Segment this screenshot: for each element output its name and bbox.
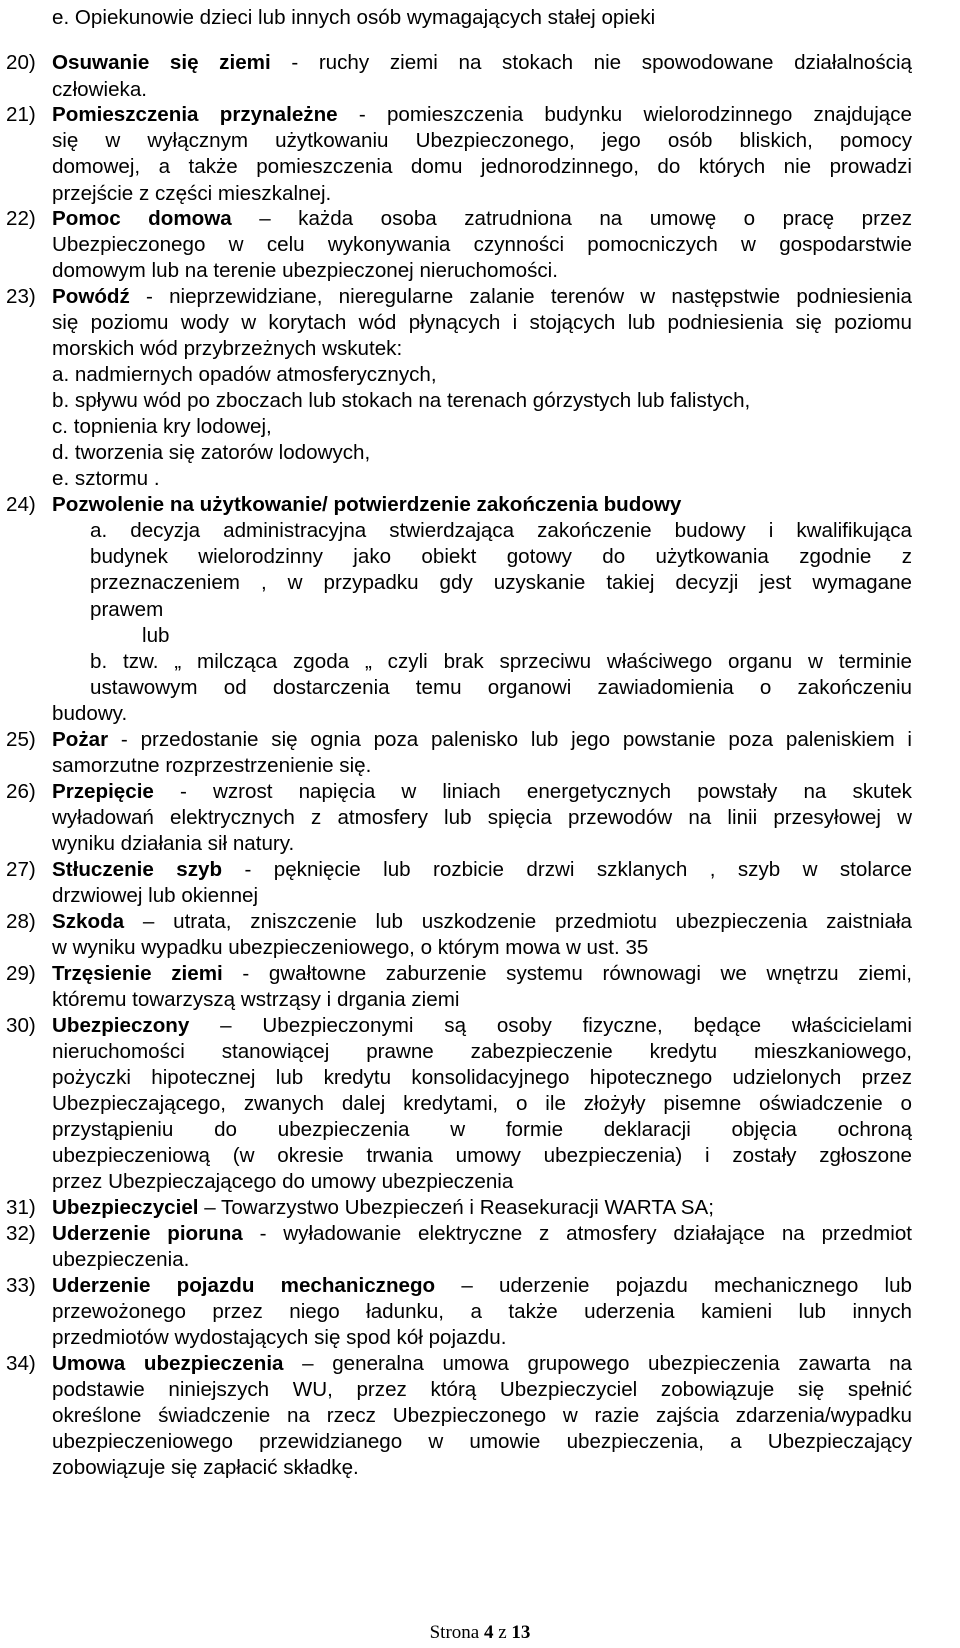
term-text: Stłuczenie szyb <box>52 858 223 881</box>
text-line <box>52 1248 189 1272</box>
text-line <box>52 363 437 387</box>
text-line <box>52 207 912 231</box>
line-text: podstawie niniejszych WU, przez którą Ubezpieczyciel zobowiązuje się spełnić <box>52 1378 912 1401</box>
text-line <box>52 155 912 179</box>
line-text: wyładowań elektrycznych z atmosfery lub spięcia przewodów na linii przesyłowej w <box>52 806 912 829</box>
text-line <box>52 1066 912 1090</box>
text-line <box>90 545 912 569</box>
line-text: drzwiowej lub okiennej <box>52 884 259 907</box>
text-line <box>52 1430 912 1454</box>
line-text: któremu towarzyszą wstrząsy i drgania ziemi <box>52 988 460 1011</box>
text-line <box>52 233 912 257</box>
line-text: – generalna umowa grupowego ubezpieczenia zawarta na <box>302 1352 912 1375</box>
item-number: 33) <box>6 1274 36 1297</box>
item-number: 22) <box>6 207 36 230</box>
text-line <box>52 51 912 75</box>
line-text: – Ubezpieczonymi są osoby fizyczne, będące właścicielami <box>220 1014 912 1037</box>
line-text: - pęknięcie lub rozbicie drzwi szklanych , szyb w stolarce <box>244 858 912 881</box>
item-number: 23) <box>6 285 36 308</box>
line-text: przystąpieniu do ubezpieczenia w formie deklaracji objęcia ochroną <box>52 1118 912 1141</box>
line-text: samorzutne rozprzestrzenienie się. <box>52 754 372 777</box>
text-line <box>52 6 655 30</box>
line-text: ubezpieczeniową (w okresie trwania umowy ubezpieczenia) i zostały zgłoszone <box>52 1144 912 1167</box>
line-text: – Towarzystwo Ubezpieczeń i Reasekuracji WARTA SA; <box>204 1196 714 1219</box>
line-text: – każda osoba zatrudniona na umowę o pracę przez <box>259 207 912 230</box>
item-number: 28) <box>6 910 36 933</box>
term-text: Osuwanie się ziemi <box>52 51 271 74</box>
line-text: - wzrost napięcia w liniach energetycznych powstały na skutek <box>180 780 912 803</box>
definition-term <box>52 493 681 517</box>
text-line <box>52 884 258 908</box>
item-number: 30) <box>6 1014 36 1037</box>
text-line <box>52 1378 912 1402</box>
text-line <box>52 832 294 856</box>
line-text: e. Opiekunowie dzieci lub innych osób wymagających stałej opieki <box>52 6 656 29</box>
line-text: b. tzw. „ milcząca zgoda „ czyli brak sprzeciwu właściwego organu w terminie <box>90 650 912 673</box>
text-line <box>52 1222 912 1246</box>
text-line <box>90 571 912 595</box>
item-number: 29) <box>6 962 36 985</box>
line-text: przeznaczeniem , w przypadku gdy uzyskanie takiej decyzji jest wymagane <box>90 571 912 594</box>
term-text: Trzęsienie ziemi <box>52 962 223 985</box>
line-text: wyniku działania sił natury. <box>52 832 295 855</box>
text-line <box>52 1274 912 1298</box>
term-text: Pomoc domowa <box>52 207 232 230</box>
text-line <box>90 598 163 622</box>
text-line <box>52 962 912 986</box>
line-text: a. nadmiernych opadów atmosferycznych, <box>52 363 437 386</box>
line-text: - nieprzewidziane, nieregularne zalanie terenów w następstwie podniesienia <box>146 285 912 308</box>
line-text: się poziomu wody w korytach wód płynących i stojących lub podniesienia się poziomu <box>52 311 912 334</box>
line-text: pożyczki hipotecznej lub kredytu konsolidacyjnego hipotecznego udzielonych przez <box>52 1066 912 1089</box>
text-line <box>52 988 459 1012</box>
text-line <box>52 415 272 439</box>
text-line <box>52 337 402 361</box>
line-text: Ubezpieczającego, zwanych dalej kredytami, o ile złożyły pisemne oświadczenie o <box>52 1092 912 1115</box>
text-line <box>52 389 750 413</box>
page-footer <box>0 1622 960 1644</box>
footer-total-pages: 13 <box>511 1622 531 1643</box>
line-text: d. tworzenia się zatorów lodowych, <box>52 441 371 464</box>
term-text: Pomieszczenia przynależne <box>52 103 338 126</box>
text-line <box>52 1352 912 1376</box>
line-text: c. topnienia kry lodowej, <box>52 415 272 438</box>
text-line <box>142 624 169 648</box>
term-text: Pożar <box>52 728 109 751</box>
line-text: człowieka. <box>52 78 147 101</box>
text-line <box>52 1456 359 1480</box>
text-line <box>52 858 912 882</box>
text-line <box>52 285 912 309</box>
text-line <box>52 103 912 127</box>
text-line <box>52 1196 714 1220</box>
text-line <box>52 1092 912 1116</box>
text-line <box>52 1300 912 1324</box>
text-line <box>52 702 127 726</box>
text-line <box>90 650 912 674</box>
text-line <box>52 1404 912 1428</box>
text-line <box>52 311 912 335</box>
text-line <box>52 78 147 102</box>
text-line <box>52 780 912 804</box>
item-number: 27) <box>6 858 36 881</box>
line-text: budowy. <box>52 702 128 725</box>
item-number: 34) <box>6 1352 36 1375</box>
text-line <box>52 1144 912 1168</box>
term-text: Ubezpieczony <box>52 1014 190 1037</box>
text-line <box>52 1170 513 1194</box>
line-text: ubezpieczeniowego przewidzianego w umowie ubezpieczenia, a Ubezpieczający <box>52 1430 912 1453</box>
line-text: - ruchy ziemi na stokach nie spowodowane działalnością <box>291 51 912 74</box>
line-text: określone świadczenie na rzecz Ubezpieczonego w razie zajścia zdarzenia/wypadku <box>52 1404 912 1427</box>
line-text: budynek wielorodzinny jako obiekt gotowy do użytkowania zgodnie z <box>90 545 912 568</box>
text-line <box>52 467 160 491</box>
line-text: ustawowym od dostarczenia temu organowi zawiadomienia o zakończeniu <box>90 676 912 699</box>
term-text: Uderzenie pojazdu mechanicznego <box>52 1274 436 1297</box>
line-text: domowej, a także pomieszczenia domu jednorodzinnego, do których nie prowadzi <box>52 155 912 178</box>
footer-middle: z <box>493 1622 512 1643</box>
text-line <box>52 728 912 752</box>
line-text: zobowiązuje się zapłacić składkę. <box>52 1456 359 1479</box>
item-number: 31) <box>6 1196 36 1219</box>
text-line <box>52 182 331 206</box>
item-number: 26) <box>6 780 36 803</box>
term-text: Szkoda <box>52 910 125 933</box>
term-text: Przepięcie <box>52 780 154 803</box>
line-text: w wyniku wypadku ubezpieczeniowego, o którym mowa w ust. 35 <box>52 936 649 959</box>
line-text: b. spływu wód po zboczach lub stokach na terenach górzystych lub falistych, <box>52 389 751 412</box>
line-text: – uderzenie pojazdu mechanicznego lub <box>461 1274 912 1297</box>
line-text: domowym lub na terenie ubezpieczonej nieruchomości. <box>52 259 558 282</box>
text-line <box>52 806 912 830</box>
line-text: - pomieszczenia budynku wielorodzinnego znajdujące <box>358 103 912 126</box>
line-text: e. sztormu . <box>52 467 160 490</box>
item-number: 20) <box>6 51 36 74</box>
line-text: nieruchomości stanowiącej prawne zabezpieczenie kredytu mieszkaniowego, <box>52 1040 912 1063</box>
line-text: się w wyłącznym użytkowaniu Ubezpieczonego, jego osób bliskich, pomocy <box>52 129 912 152</box>
line-text: przez Ubezpieczającego do umowy ubezpieczenia <box>52 1170 514 1193</box>
item-number: 21) <box>6 103 36 126</box>
text-line <box>52 1040 912 1064</box>
term-text: Ubezpieczyciel <box>52 1196 199 1219</box>
line-text: lub <box>142 624 170 647</box>
text-line <box>52 259 558 283</box>
text-line <box>52 441 370 465</box>
line-text: a. decyzja administracyjna stwierdzająca zakończenie budowy i kwalifikująca <box>90 519 912 542</box>
line-text: przejście z części mieszkalnej. <box>52 182 332 205</box>
text-line <box>52 936 648 960</box>
text-line <box>52 129 912 153</box>
item-number: 25) <box>6 728 36 751</box>
line-text: - przedostanie się ognia poza palenisko lub jego powstanie poza paleniskiem i <box>120 728 912 751</box>
text-line <box>52 910 912 934</box>
line-text: - gwałtowne zaburzenie systemu równowagi we wnętrzu ziemi, <box>242 962 912 985</box>
line-text: - wyładowanie elektryczne z atmosfery działające na przedmiot <box>259 1222 912 1245</box>
text-line <box>52 754 371 778</box>
term-text: Umowa ubezpieczenia <box>52 1352 284 1375</box>
line-text: ubezpieczenia. <box>52 1248 190 1271</box>
term-text: Uderzenie pioruna <box>52 1222 243 1245</box>
term-text: Pozwolenie na użytkowanie/ potwierdzenie zakończenia budowy <box>52 493 682 516</box>
text-line <box>52 1014 912 1038</box>
term-text: Powódź <box>52 285 130 308</box>
text-line <box>52 1326 506 1350</box>
line-text: przedmiotów wydostających się spod kół pojazdu. <box>52 1326 507 1349</box>
line-text: przewożonego przez niego ładunku, a także uderzenia kamieni lub innych <box>52 1300 912 1323</box>
line-text: Ubezpieczonego w celu wykonywania czynności pomocniczych w gospodarstwie <box>52 233 912 256</box>
line-text: morskich wód przybrzeżnych wskutek: <box>52 337 403 360</box>
footer-page-number: 4 <box>483 1622 494 1643</box>
text-line <box>90 676 912 700</box>
item-number: 24) <box>6 493 36 516</box>
text-line <box>90 519 912 543</box>
line-text: – utrata, zniszczenie lub uszkodzenie przedmiotu ubezpieczenia zaistniała <box>142 910 912 933</box>
text-line <box>52 1118 912 1142</box>
item-number: 32) <box>6 1222 36 1245</box>
footer-prefix: Strona <box>429 1622 484 1643</box>
line-text: prawem <box>90 598 164 621</box>
